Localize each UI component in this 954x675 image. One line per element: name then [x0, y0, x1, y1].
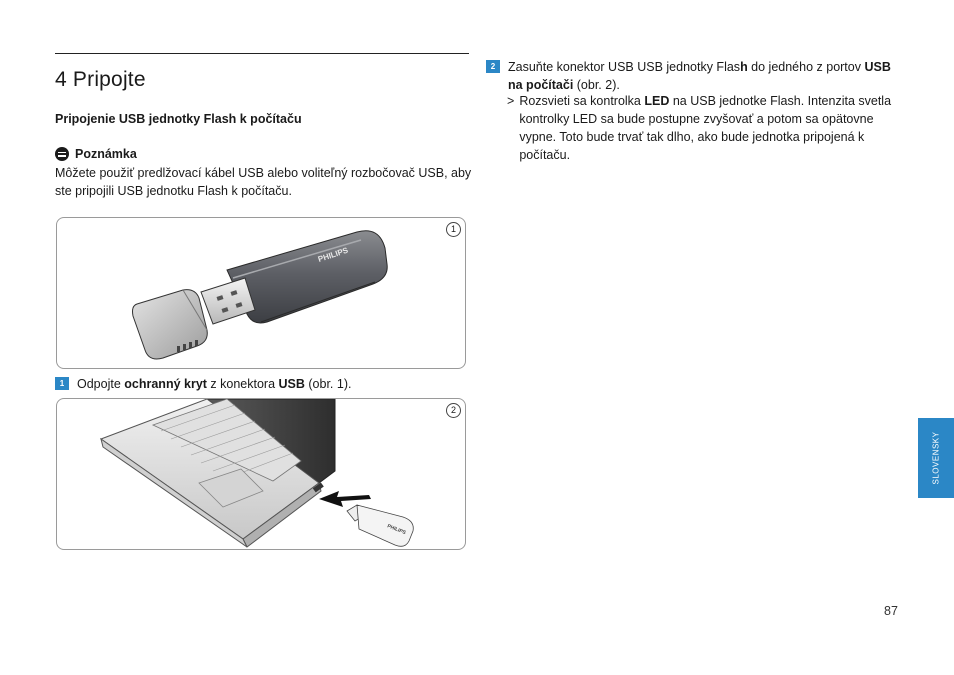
- flash-drive-small: [347, 505, 413, 546]
- figure-number: 1: [446, 222, 461, 237]
- brand-logo: PHILIPS: [386, 523, 407, 537]
- language-tab-label: SLOVENSKY: [931, 431, 941, 485]
- step-2: [486, 58, 896, 94]
- insert-arrow: [319, 491, 371, 507]
- step-number-badge: 2: [486, 60, 500, 73]
- step-2-text: Zasuňte konektor USB USB jednotky Flash do jedného z portov USB na počítači (obr. 2).: [508, 60, 891, 92]
- brand-logo: PHILIPS: [316, 245, 350, 264]
- result-marker: >: [507, 94, 515, 108]
- usb-connector: [201, 278, 255, 324]
- figure-number: 2: [446, 403, 461, 418]
- language-tab: [918, 418, 954, 498]
- figure-laptop-insert: [56, 398, 466, 550]
- laptop: [101, 399, 335, 547]
- step-1-text: Odpojte ochranný kryt z konektora USB (obr. 1).: [77, 377, 352, 391]
- section-rule: [55, 53, 469, 54]
- note-icon: [55, 147, 69, 161]
- section-title: 4 Pripojte: [55, 68, 146, 91]
- note-header: [55, 147, 137, 161]
- laptop-illustration: [57, 399, 465, 549]
- step-2-result: [507, 92, 892, 164]
- step-number-badge: 1: [55, 377, 69, 390]
- page-number: 87: [884, 604, 898, 618]
- protective-cap: [133, 290, 208, 359]
- figure-usb-drive-cap: [56, 217, 466, 369]
- usb-drive-illustration: [57, 218, 465, 368]
- note-text: Môžete použiť predlžovací kábel USB alebo voliteľný rozbočovač USB, aby ste pripojili USB jednotku Flash k počítaču.: [55, 166, 472, 198]
- step-1: [55, 375, 469, 393]
- note-title: Poznámka: [75, 147, 137, 161]
- section-subtitle: Pripojenie USB jednotky Flash k počítaču: [55, 112, 302, 126]
- result-text: Rozsvieti sa kontrolka LED na USB jednotke Flash. Intenzita svetla kontrolky LED sa bude postupne zvyšovať a potom sa opätovne vypne. Toto bude trvať tak dlho, ako bude jednotka pripojená k počítaču.: [519, 94, 892, 162]
